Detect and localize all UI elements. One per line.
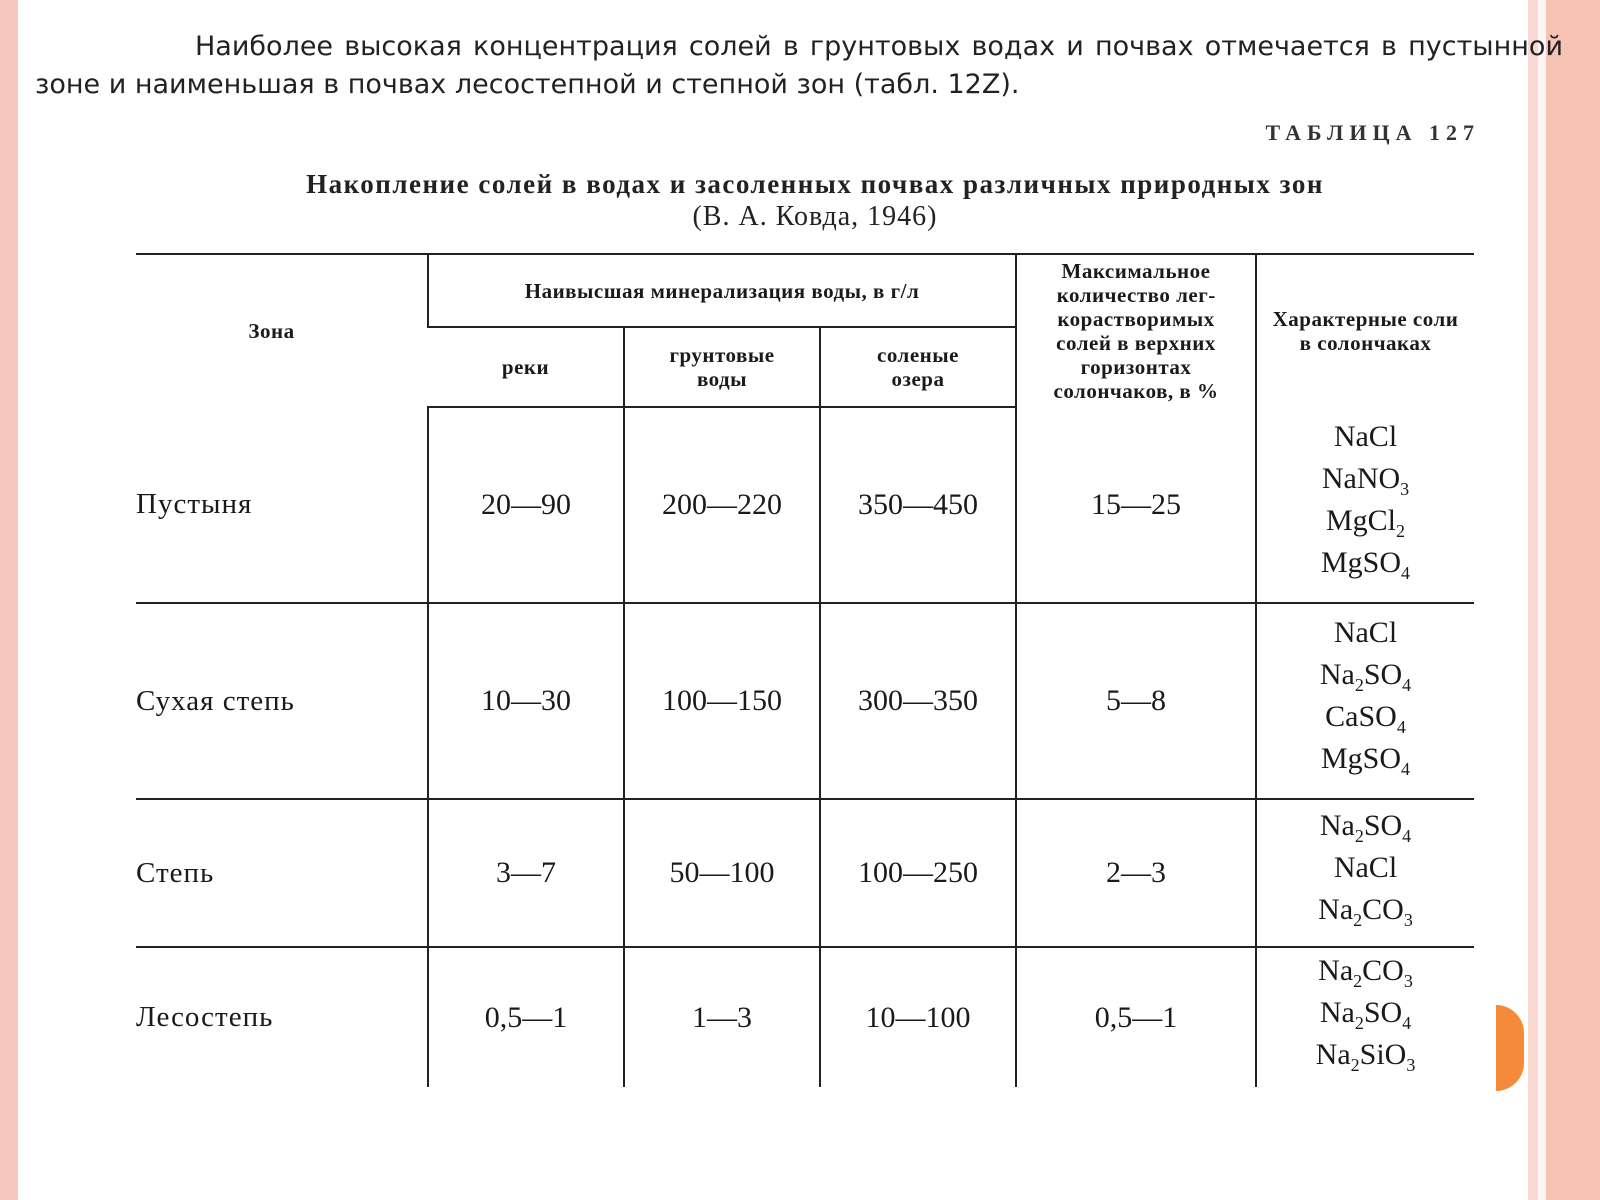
salt-formula-base: NaNO <box>1321 461 1401 495</box>
cell-salt-lakes: 350—450 <box>820 407 1016 603</box>
table-row <box>136 407 1474 603</box>
cell-zone: Лесостепь <box>136 1001 274 1033</box>
slide-border-right-outer <box>1546 0 1600 1200</box>
cell-max-salts: 15—25 <box>1016 407 1256 603</box>
salt-formula <box>1257 505 1474 547</box>
salt-formula <box>1257 463 1474 505</box>
header-max-salts: Максимальное количество легкорастворимых солей в верхних горизонтах солончаков, в % <box>1016 254 1256 407</box>
table-body <box>136 407 1474 1087</box>
cell-rivers: 20—90 <box>428 407 624 603</box>
cell-max-salts: 2—3 <box>1016 799 1256 947</box>
salt-formula-subscript: 3 <box>1406 1054 1416 1075</box>
table-row <box>136 947 1474 1087</box>
salt-formula-subscript: 4 <box>1401 562 1411 583</box>
salt-formula-subscript: 2 <box>1396 520 1406 541</box>
cell-groundwater: 200—220 <box>624 407 820 603</box>
cell-typical-salts <box>1256 603 1474 799</box>
slide-border-left <box>0 0 18 1200</box>
cell-max-salts: 5—8 <box>1016 603 1256 799</box>
salt-formula <box>1257 852 1474 894</box>
salt-formula-base: NaCl <box>1333 851 1398 884</box>
table-title: Накопление солей в водах и засоленных почвах различных природных зон <box>306 169 1324 199</box>
intro-text: Наиболее высокая концентрация солей в грунтовых водах и почвах отмечается в пустынной зоне и наименьшая в почвах лесостепной и степной зон (табл. 12Z). <box>35 31 1563 100</box>
cell-zone: Степь <box>136 799 428 947</box>
salt-formula <box>1257 810 1474 852</box>
salt-formula-subscript: 4 <box>1396 717 1406 737</box>
cell-salt-lakes: 300—350 <box>820 603 1016 799</box>
salt-accumulation-table <box>136 253 1474 1087</box>
cell-zone: Пустыня <box>136 407 428 603</box>
slide-border-right-gap <box>1538 0 1546 1200</box>
cell-rivers: 3—7 <box>428 799 624 947</box>
header-typical-salts: Характерные соли в солончаках <box>1256 254 1474 407</box>
salt-formula <box>1257 1039 1474 1081</box>
salt-formula-base: MgSO <box>1320 545 1402 579</box>
salt-formula <box>1257 547 1474 589</box>
header-groundwater: грунтовые воды <box>624 327 820 407</box>
cell-max-salts: 0,5—1 <box>1016 947 1256 1087</box>
table-row <box>136 603 1474 799</box>
salt-formula-base: $Na_2SO$ <box>1319 658 1403 695</box>
cell-groundwater: 1—3 <box>624 947 820 1087</box>
slide-orange-tab <box>1496 1005 1524 1091</box>
salt-formula-subscript: 3 <box>1400 478 1410 499</box>
salt-formula-base: MgCl <box>1325 503 1397 537</box>
cell-typical-salts <box>1256 947 1474 1087</box>
cell-groundwater: 50—100 <box>624 799 820 947</box>
salt-formula <box>1257 743 1474 785</box>
cell-rivers: 0,5—1 <box>428 947 624 1087</box>
cell-salt-lakes: 100—250 <box>820 799 1016 947</box>
salt-formula-subscript: 4 <box>1402 1012 1412 1033</box>
salt-formula-base: MgSO <box>1320 742 1402 775</box>
salt-formula <box>1257 421 1474 463</box>
salt-formula-subscript: 4 <box>1402 675 1412 695</box>
cell-typical-salts <box>1256 407 1474 603</box>
salt-formula-subscript: 4 <box>1401 759 1411 779</box>
header-rivers: реки <box>428 327 624 407</box>
salt-formula <box>1257 894 1474 936</box>
cell-salt-lakes: 10—100 <box>820 947 1016 1087</box>
salt-formula-base: $Na_2SO$ <box>1319 809 1403 846</box>
salt-formula-base: $Na_2SiO$ <box>1315 1037 1407 1075</box>
header-water-mineralization: Наивысшая минерализация воды, в г/л <box>428 254 1016 327</box>
header-zone: Зона <box>136 254 428 407</box>
cell-groundwater: 100—150 <box>624 603 820 799</box>
table-row <box>136 799 1474 947</box>
salt-formula-subscript: 3 <box>1403 910 1413 930</box>
salt-formula-base: $Na_2SO$ <box>1319 995 1403 1033</box>
salt-formula <box>1257 997 1474 1039</box>
cell-typical-salts <box>1256 799 1474 947</box>
salt-formula-base: $Na_2CO$ <box>1318 893 1404 930</box>
intro-paragraph <box>35 28 1563 104</box>
salt-formula <box>1257 955 1474 997</box>
salt-formula-base: CaSO <box>1325 700 1397 733</box>
salt-formula-base: NaCl <box>1333 419 1398 453</box>
salt-formula <box>1257 617 1474 659</box>
salt-formula-base: $Na_2CO$ <box>1318 953 1404 991</box>
salt-formula <box>1257 659 1474 701</box>
cell-rivers: 10—30 <box>428 603 624 799</box>
slide-border-right-inner <box>1528 0 1538 1200</box>
salt-formula-subscript: 3 <box>1403 970 1413 991</box>
table-number-label: ТАБЛИЦА 127 <box>1265 120 1480 145</box>
salt-formula-base: NaCl <box>1333 616 1398 649</box>
table-author: (В. А. Ковда, 1946) <box>692 201 938 232</box>
salt-formula <box>1257 701 1474 743</box>
salt-formula-subscript: 4 <box>1402 826 1412 846</box>
cell-zone: Сухая степь <box>136 603 428 799</box>
header-salt-lakes: соленые озера <box>820 327 1016 407</box>
